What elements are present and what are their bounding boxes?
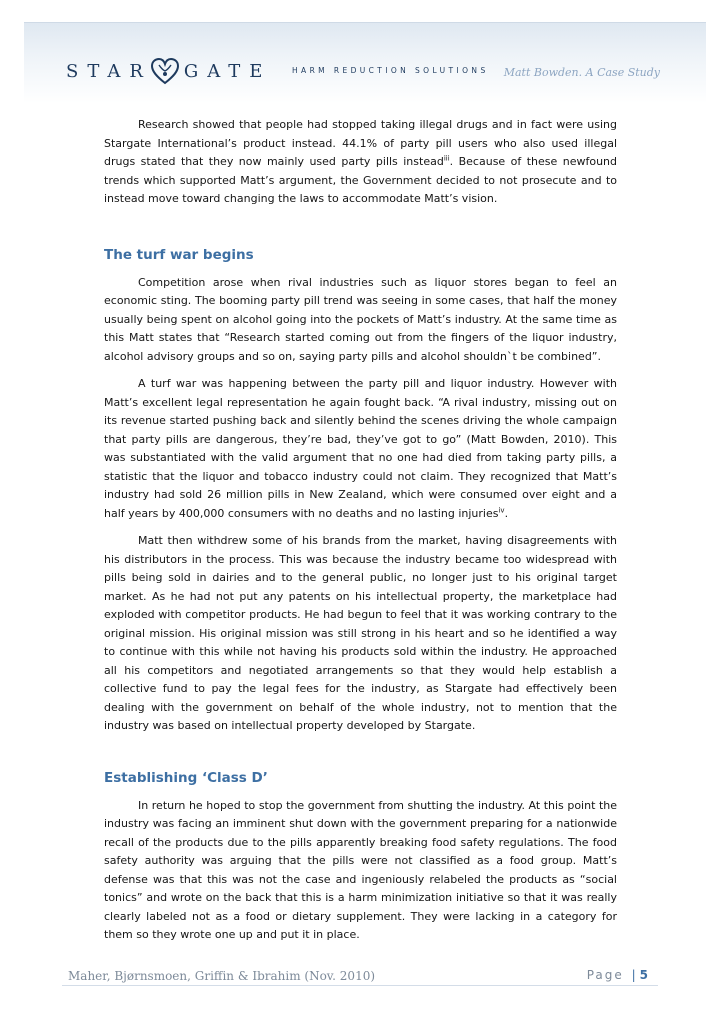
paragraph-competition: Competition arose when rival industries such as liquor stores began to feel an economic sting. The booming party pill trend was seeing in some cases, that half the money usually being spent on alcohol going into the pockets of Matt’s industry. At the same time as this Matt states that “Research started coming out from the fingers of the liquor industry, alcohol advisory groups and so on, saying party pills and alcohol shouldn`t be combined”.	[104, 275, 617, 363]
footer-page-number	[587, 968, 648, 982]
logo-word-star: STAR	[66, 60, 152, 82]
paragraph-return: In return he hoped to stop the government from shutting the industry. At this point the industry was facing an imminent shut down with the government preparing for a nationwide recall of the products due to the pills apparently breaking food safety regulations. The food safety authority was arguing that the pills were not classified as a food group. Matt’s defense was that this was not the case and ingeniously relabeled the products as “social tonics” and wrote on the back that this is a harm minimization initiative so that it was really clearly labeled not as a food or dietary supplement. They were lacking in a category for them so they wrote one up and put it in place.	[104, 798, 617, 941]
stargate-logo	[66, 56, 271, 86]
page-label: Page	[586, 968, 624, 982]
logo-tagline: HARM REDUCTION SOLUTIONS	[292, 66, 489, 75]
paragraph-turf-war: A turf war was happening between the party pill and liquor industry. However with Matt’s excellent legal representation he again fought back. “A rival industry, missing out on its revenue started pushing back and silently behind the scenes driving the whole campaign that party pills are dangerous, they’re bad, they’ve got to go” (Matt Bowden, 2010). This was substantiated with the valid argument that no one had died from taking party pills, a statistic that the liquor and tobacco industry could not claim. They recognized that Matt’s industry had sold 26 million pills in New Zealand, which were consumed over eight and a half years by 400,000 consumers with no deaths and no lasting injuries$^{iv}$.	[104, 377, 617, 520]
heart-logo-icon	[150, 56, 180, 86]
section-heading-turf-war: The turf war begins	[104, 246, 254, 263]
section-heading-class-d: Establishing ‘Class D’	[104, 769, 268, 786]
footnote-ref-iv: iv	[498, 505, 505, 514]
page-number: 5	[639, 968, 648, 982]
footer-authors: Maher, Bjørnsmoen, Griffin & Ibrahim (Nov. 2010)	[68, 969, 376, 983]
header-case-study-title: Matt Bowden. A Case Study	[503, 66, 660, 79]
page-body	[104, 116, 617, 954]
footer-divider	[62, 985, 658, 986]
page-separator: |	[631, 968, 636, 982]
paragraph-withdrew-brands: Matt then withdrew some of his brands from the market, having disagreements with his distributors in the process. This was because the industry became too widespread with pills being sold in dairies and to the general public, no longer just to his original target market. As he had not put any patents on his intellectual property, the marketplace had exploded with competitor products. He had begun to feel that it was working contrary to the original mission. His original mission was still strong in his heart and so he identified a way to continue with this while not having his products sold within the industry. He approached all his competitors and negotiated arrangements so that they would help establish a collective fund to pay the legal fees for the industry, as Stargate had effectively been dealing with the government on behalf of the whole industry, not to mention that the industry was based on intellectual property developed by Stargate.	[104, 534, 617, 732]
paragraph-research: Research showed that people had stopped taking illegal drugs and in fact were using Stargate International’s product instead. 44.1% of party pill users who also used illegal drugs stated that they now mainly used party pills instead$^{iii}$. Because of these newfound trends which supported Matt’s argument, the Government decided to not prosecute and to instead move toward changing the laws to accommodate Matt’s vision.	[104, 118, 617, 205]
footnote-ref-iii: iii	[443, 154, 450, 163]
logo-word-gate: GATE	[183, 60, 272, 82]
